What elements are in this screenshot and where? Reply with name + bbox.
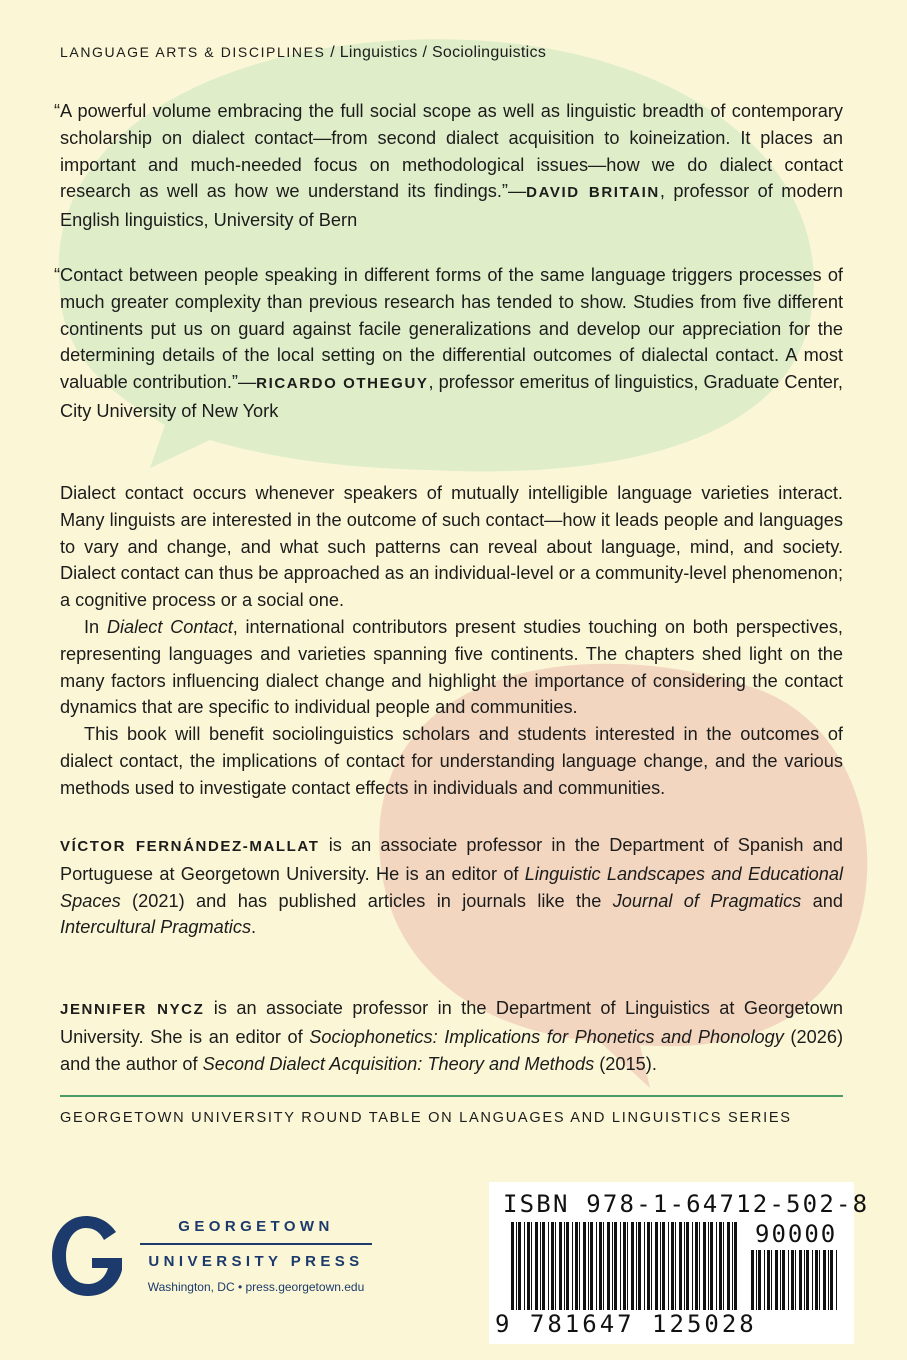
barcode-bar	[734, 1222, 737, 1310]
bio-1-text-2: (2021) and has published articles in journals like the	[120, 890, 613, 911]
bio-1-text-3: and	[801, 890, 843, 911]
barcode-bar	[679, 1222, 682, 1310]
quote-2-text: “Contact between people speaking in different forms of the same language triggers processes of much greater complexity than previous research has tended to show. Studies from five different continents put us on guard against facile generalizations and develop our appreciation for the determining details of the local setting on the differential outcomes of dialectal contact. A most valuable contribution.”—	[54, 265, 843, 393]
barcode-digits: 9 781647 125028	[495, 1310, 757, 1338]
barcode-bar	[836, 1250, 837, 1310]
bio-2-text-3: (2015).	[594, 1053, 657, 1074]
desc-p2-post: , international contributors present studies touching on both perspectives, representing languages and varieties spanning five continents. The chapters shed light on the many factors influencing dialect change and highlight the importance of considering the contact dynamics that are specific to individual people and communities.	[60, 616, 843, 718]
endorsement-2	[54, 262, 843, 425]
barcode-bar	[631, 1222, 634, 1310]
barcode-bar	[710, 1222, 713, 1310]
series-title: GEORGETOWN UNIVERSITY ROUND TABLE ON LANGUAGES AND LINGUISTICS SERIES	[60, 1110, 792, 1126]
barcode-bar	[588, 1222, 589, 1310]
barcode-bar	[751, 1250, 754, 1310]
barcode-bar	[575, 1222, 578, 1310]
barcode-bar	[806, 1250, 809, 1310]
bio-1-book: Linguistic Landscapes and Educational Spaces	[60, 863, 843, 911]
barcode-bar	[662, 1222, 665, 1310]
description-paragraph-1: Dialect contact occurs whenever speakers of mutually intelligible language varieties interact. Many linguists are interested in the outcome of such contact—how it leads people and languages to vary and change, and what such patterns can reveal about language, mind, and society. Dialect contact can thus be approached as an individual-level or a community-level phenomenon; a cognitive process or a social one.	[60, 483, 843, 611]
barcode-bar	[579, 1222, 580, 1310]
barcode-bar	[596, 1222, 597, 1310]
quote-1-text: “A powerful volume embracing the full social scope as well as linguistic breadth of contemporary scholarship on dialect contact—from second dialect acquisition to koineization. It places an important and much-needed focus on methodological issues—how we do dialect contact research as well as how we understand its findings.”—	[54, 101, 843, 202]
barcode-bar	[612, 1222, 613, 1310]
editor-bio-2	[60, 995, 843, 1077]
barcode-bar	[636, 1222, 637, 1310]
barcode-bar	[719, 1222, 722, 1310]
barcode-bar	[812, 1250, 813, 1310]
endorsement-1	[54, 98, 843, 234]
bio-2-name: JENNIFER NYCZ	[60, 1001, 205, 1018]
barcode-bar	[620, 1222, 621, 1310]
editor-bio-1	[60, 832, 843, 941]
barcode-bar	[692, 1222, 693, 1310]
barcode-bar	[775, 1250, 778, 1310]
barcode-bar	[830, 1250, 833, 1310]
barcode-bar	[708, 1222, 709, 1310]
bio-2-text-2: (2026) and the author of	[60, 1026, 844, 1074]
bio-2-text-1: is an associate professor in the Department of Linguistics at Georgetown University. She is an editor of	[60, 998, 843, 1047]
barcode-bar	[767, 1250, 770, 1310]
barcode-bar	[684, 1222, 685, 1310]
barcode-bar	[531, 1222, 532, 1310]
barcode-bar	[671, 1222, 674, 1310]
bio-1-journal-1: Journal of Pragmatics	[612, 890, 802, 911]
press-divider	[140, 1243, 372, 1245]
quote-2-author: RICARDO OTHEGUY	[256, 375, 429, 393]
barcode-bar	[804, 1250, 805, 1310]
publisher-wordmark	[140, 1218, 372, 1294]
barcode-bar	[559, 1222, 562, 1310]
barcode-bar	[675, 1222, 676, 1310]
barcode-bar	[771, 1250, 772, 1310]
barcode-bar	[564, 1222, 565, 1310]
barcode-bar	[607, 1222, 610, 1310]
barcode-bar	[516, 1222, 517, 1310]
barcode-bar	[799, 1250, 802, 1310]
barcode-bar	[699, 1222, 700, 1310]
barcode-bar	[727, 1222, 730, 1310]
barcode-bar	[511, 1222, 514, 1310]
barcode-bar	[660, 1222, 661, 1310]
barcode-bar	[614, 1222, 617, 1310]
barcode-bar	[788, 1250, 789, 1310]
book-title: Dialect Contact	[106, 616, 233, 637]
barcode-bar	[647, 1222, 650, 1310]
barcode-bar	[764, 1250, 765, 1310]
desc-p2-pre: In	[84, 616, 107, 637]
barcode-bar	[795, 1250, 796, 1310]
barcode-bar	[668, 1222, 669, 1310]
barcode-bar	[583, 1222, 586, 1310]
isbn-barcode	[489, 1182, 870, 1344]
barcode-bar	[651, 1222, 652, 1310]
barcode-bar	[542, 1222, 545, 1310]
barcode-bar	[572, 1222, 573, 1310]
quote-2-affiliation: , professor emeritus of linguistics, Graduate Center, City University of New York	[60, 372, 843, 421]
barcode-bar	[599, 1222, 602, 1310]
georgetown-g-logo-icon	[48, 1210, 132, 1302]
bio-1-text-1: is an associate professor in the Department of Spanish and Portuguese at Georgetown University. He is an editor of	[60, 835, 843, 884]
barcode-bar	[566, 1222, 569, 1310]
barcode-bar	[695, 1222, 698, 1310]
bio-1-name: VÍCTOR FERNÁNDEZ-MALLAT	[60, 838, 320, 855]
barcode-bar	[655, 1222, 658, 1310]
barcode-bar	[627, 1222, 628, 1310]
press-line-1: GEORGETOWN	[178, 1218, 334, 1235]
barcode-bar	[723, 1222, 724, 1310]
bio-1-journal-2: Intercultural Pragmatics	[60, 917, 252, 938]
barcode-bar	[638, 1222, 641, 1310]
barcode-bar	[590, 1222, 593, 1310]
divider-rule	[60, 1095, 843, 1097]
barcode-bar	[644, 1222, 645, 1310]
quote-1-author: DAVID BRITAIN	[526, 184, 660, 202]
category-main: LANGUAGE ARTS & DISCIPLINES	[60, 44, 326, 60]
description-paragraph-3: This book will benefit sociolinguistics scholars and students interested in the outcomes of dialect contact, the implications of contact for understanding language change, and the various methods used to investigate contact effects in individuals and communities.	[60, 724, 843, 798]
barcode-bar	[828, 1250, 829, 1310]
barcode-bar	[780, 1250, 781, 1310]
barcode-bar	[527, 1222, 530, 1310]
barcode-bar	[823, 1250, 826, 1310]
quote-1-affiliation: , professor of modern English linguistics, University of Bern	[60, 181, 843, 231]
barcode-bar	[732, 1222, 733, 1310]
barcode-bar	[819, 1250, 820, 1310]
barcode-bar	[535, 1222, 538, 1310]
barcode-bar	[686, 1222, 689, 1310]
barcode-bar	[791, 1250, 794, 1310]
press-contact: Washington, DC • press.georgetown.edu	[147, 1279, 365, 1294]
press-line-2: UNIVERSITY PRESS	[148, 1252, 364, 1270]
barcode-bar	[623, 1222, 626, 1310]
barcode-bar	[716, 1222, 717, 1310]
book-description	[60, 480, 843, 802]
isbn-text: ISBN 978-1-64712-502-8	[503, 1190, 870, 1218]
barcode-bar	[703, 1222, 706, 1310]
subject-category	[60, 44, 843, 62]
category-sub: / Linguistics / Sociolinguistics	[325, 44, 547, 61]
bio-2-book-2: Second Dialect Acquisition: Theory and Methods	[202, 1053, 595, 1074]
barcode-bar	[518, 1222, 521, 1310]
barcode-bar	[603, 1222, 604, 1310]
barcode-bar	[551, 1222, 554, 1310]
barcode-bar	[548, 1222, 549, 1310]
barcode-bar	[756, 1250, 757, 1310]
barcode-bar	[758, 1250, 761, 1310]
barcode-bar	[815, 1250, 818, 1310]
barcode-bar	[540, 1222, 541, 1310]
barcode-bar	[555, 1222, 556, 1310]
bio-2-book-1: Sociophonetics: Implications for Phonetics and Phonology	[309, 1026, 784, 1047]
bio-1-text-4: .	[251, 917, 257, 938]
price-code: 90000	[755, 1220, 838, 1248]
description-paragraph-2	[60, 614, 843, 721]
barcode-bar	[782, 1250, 785, 1310]
barcode-bar	[524, 1222, 525, 1310]
